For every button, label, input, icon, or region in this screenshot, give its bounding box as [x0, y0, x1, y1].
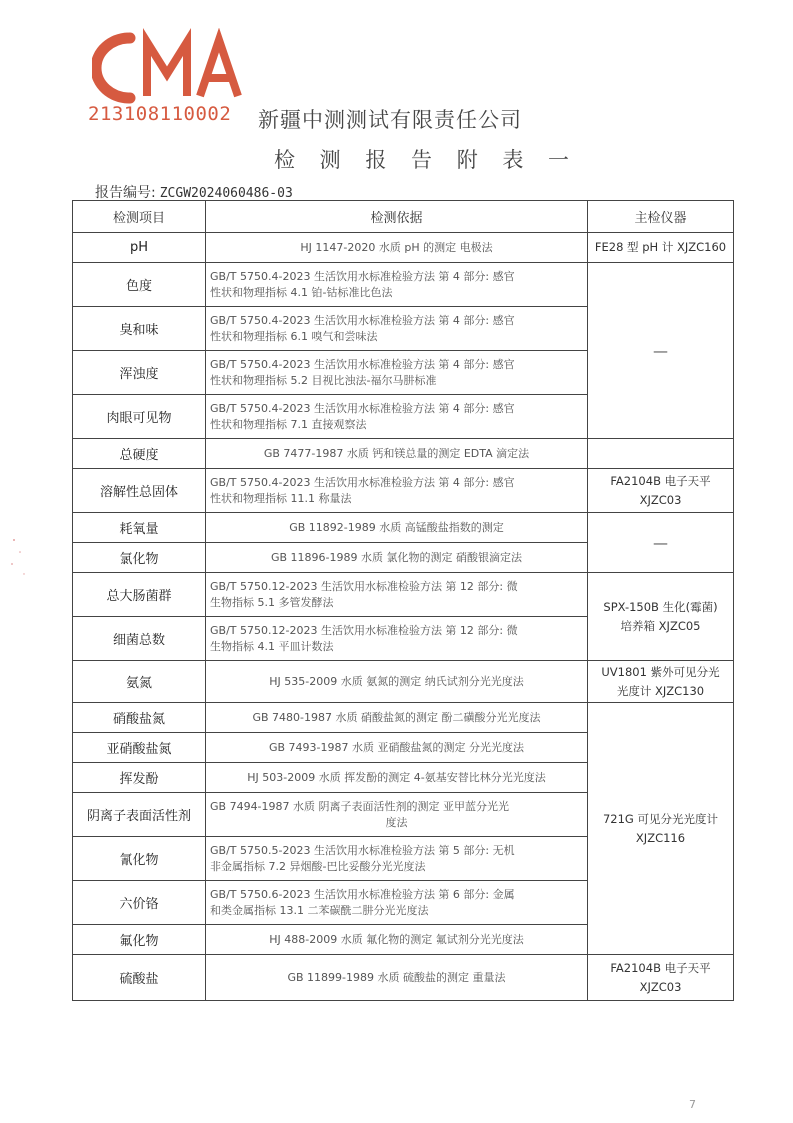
basis-cell	[206, 703, 588, 733]
table-row	[73, 439, 734, 469]
basis-line: HJ 535-2009 水质 氨氮的测定 纳氏试剂分光光度法	[269, 674, 524, 688]
basis-line: 性状和物理指标 6.1 嗅气和尝味法	[210, 329, 378, 343]
instrument-line: —	[653, 341, 668, 360]
basis-cell	[206, 661, 588, 703]
basis-line: GB 7493-1987 水质 亚硝酸盐氮的测定 分光光度法	[268, 740, 524, 754]
page-mark: 7	[689, 1098, 696, 1111]
item-cell: 氨氮	[73, 661, 206, 703]
table-row	[73, 469, 734, 513]
table-row	[73, 703, 734, 733]
instrument-cell	[588, 439, 734, 469]
instrument-line: 光度计 XJZC130	[616, 683, 705, 698]
item-cell: 硫酸盐	[73, 955, 206, 1001]
basis-line: GB/T 5750.12-2023 生活饮用水标准检验方法 第 12 部分: 微	[210, 579, 518, 593]
instrument-line: UV1801 紫外可见分光	[601, 665, 720, 680]
basis-line: GB/T 5750.4-2023 生活饮用水标准检验方法 第 4 部分: 感官	[210, 475, 515, 489]
item-cell: 总大肠菌群	[73, 573, 206, 617]
basis-line: 生物指标 4.1 平皿计数法	[210, 639, 334, 653]
item-cell: 耗氧量	[73, 513, 206, 543]
basis-cell	[206, 307, 588, 351]
instrument-cell	[588, 703, 734, 955]
instrument-line: FE28 型 pH 计 XJZC160	[594, 240, 727, 255]
instrument-line: —	[653, 533, 668, 552]
basis-cell	[206, 233, 588, 263]
basis-line: 性状和物理指标 11.1 称量法	[210, 491, 352, 505]
cma-logo	[92, 28, 242, 108]
basis-line: GB/T 5750.4-2023 生活饮用水标准检验方法 第 4 部分: 感官	[210, 357, 515, 371]
item-cell: 六价铬	[73, 881, 206, 925]
basis-cell	[206, 395, 588, 439]
table-row	[73, 661, 734, 703]
table-row	[73, 955, 734, 1001]
basis-line: GB/T 5750.4-2023 生活饮用水标准检验方法 第 4 部分: 感官	[210, 269, 515, 283]
header-item: 检测项目	[73, 201, 206, 233]
instrument-cell	[588, 661, 734, 703]
basis-cell	[206, 955, 588, 1001]
item-cell: 挥发酚	[73, 763, 206, 793]
instrument-cell	[588, 469, 734, 513]
basis-cell	[206, 573, 588, 617]
item-cell: 浑浊度	[73, 351, 206, 395]
basis-line: GB 7480-1987 水质 硝酸盐氮的测定 酚二磺酸分光光度法	[252, 710, 541, 724]
item-cell: pH	[73, 233, 206, 263]
table-row	[73, 233, 734, 263]
table-row	[73, 263, 734, 307]
basis-cell	[206, 763, 588, 793]
basis-line: GB/T 5750.4-2023 生活饮用水标准检验方法 第 4 部分: 感官	[210, 401, 515, 415]
header-instrument: 主检仪器	[588, 201, 734, 233]
report-number-value: ZCGW2024060486-03	[159, 186, 293, 201]
test-basis-table	[72, 200, 734, 1001]
basis-line: GB/T 5750.5-2023 生活饮用水标准检验方法 第 5 部分: 无机	[210, 843, 515, 857]
basis-line: GB 11899-1989 水质 硫酸盐的测定 重量法	[287, 970, 506, 984]
basis-line: 性状和物理指标 5.2 目视比浊法-福尔马肼标准	[210, 373, 437, 387]
basis-line: GB/T 5750.4-2023 生活饮用水标准检验方法 第 4 部分: 感官	[210, 313, 515, 327]
report-number-label: 报告编号:	[95, 185, 156, 201]
item-cell: 肉眼可见物	[73, 395, 206, 439]
basis-line: HJ 503-2009 水质 挥发酚的测定 4-氨基安替比林分光光度法	[247, 770, 546, 784]
basis-cell	[206, 513, 588, 543]
item-cell: 亚硝酸盐氮	[73, 733, 206, 763]
basis-cell	[206, 733, 588, 763]
item-cell: 臭和味	[73, 307, 206, 351]
scan-specks	[6, 530, 36, 590]
table-row	[73, 573, 734, 617]
item-cell: 总硬度	[73, 439, 206, 469]
instrument-line: FA2104B 电子天平	[610, 474, 711, 489]
basis-line: 生物指标 5.1 多管发酵法	[210, 595, 334, 609]
basis-cell	[206, 793, 588, 837]
basis-cell	[206, 881, 588, 925]
item-cell: 阴离子表面活性剂	[73, 793, 206, 837]
basis-line: 度法	[385, 815, 408, 829]
item-cell: 硝酸盐氮	[73, 703, 206, 733]
instrument-line: XJZC03	[639, 979, 682, 994]
basis-cell	[206, 925, 588, 955]
table-row	[73, 513, 734, 543]
instrument-cell	[588, 955, 734, 1001]
instrument-cell	[588, 263, 734, 439]
item-cell: 细菌总数	[73, 617, 206, 661]
instrument-line: 721G 可见分光光度计	[602, 812, 719, 827]
item-cell: 溶解性总固体	[73, 469, 206, 513]
basis-cell	[206, 263, 588, 307]
instrument-line: 培养箱 XJZC05	[620, 618, 701, 633]
instrument-cell	[588, 513, 734, 573]
basis-line: GB 7477-1987 水质 钙和镁总量的测定 EDTA 滴定法	[263, 446, 530, 460]
basis-line: 非金属指标 7.2 异烟酸-巴比妥酸分光光度法	[210, 859, 426, 873]
basis-line: GB 11896-1989 水质 氯化物的测定 硝酸银滴定法	[270, 550, 522, 564]
basis-cell	[206, 543, 588, 573]
basis-line: GB/T 5750.6-2023 生活饮用水标准检验方法 第 6 部分: 金属	[210, 887, 515, 901]
table-header-row	[73, 201, 734, 233]
item-cell: 氰化物	[73, 837, 206, 881]
basis-cell	[206, 439, 588, 469]
item-cell: 氟化物	[73, 925, 206, 955]
instrument-line: FA2104B 电子天平	[610, 961, 711, 976]
basis-cell	[206, 617, 588, 661]
instrument-line: XJZC116	[635, 830, 686, 845]
item-cell: 色度	[73, 263, 206, 307]
instrument-line: XJZC03	[639, 492, 682, 507]
basis-line: 性状和物理指标 7.1 直接观察法	[210, 417, 367, 431]
company-name: 新疆中测测试有限责任公司	[258, 108, 522, 132]
basis-line: GB 11892-1989 水质 高锰酸盐指数的测定	[289, 520, 504, 534]
instrument-cell	[588, 573, 734, 661]
basis-line: HJ 488-2009 水质 氟化物的测定 氟试剂分光光度法	[269, 932, 524, 946]
basis-line: 性状和物理指标 4.1 铂-钴标准比色法	[210, 285, 393, 299]
basis-line: HJ 1147-2020 水质 pH 的测定 电极法	[300, 240, 493, 254]
basis-line: GB 7494-1987 水质 阴离子表面活性剂的测定 亚甲蓝分光光	[210, 799, 510, 813]
header-basis: 检测依据	[206, 201, 588, 233]
instrument-line: SPX-150B 生化(霉菌)	[603, 600, 718, 615]
item-cell: 氯化物	[73, 543, 206, 573]
cma-certificate-number: 213108110002	[88, 103, 232, 125]
basis-cell	[206, 351, 588, 395]
basis-cell	[206, 837, 588, 881]
instrument-cell	[588, 233, 734, 263]
page-title: 检 测 报 告 附 表 一	[274, 148, 579, 172]
report-number	[95, 182, 293, 202]
basis-cell	[206, 469, 588, 513]
basis-line: GB/T 5750.12-2023 生活饮用水标准检验方法 第 12 部分: 微	[210, 623, 518, 637]
basis-line: 和类金属指标 13.1 二苯碳酰二肼分光光度法	[210, 903, 429, 917]
